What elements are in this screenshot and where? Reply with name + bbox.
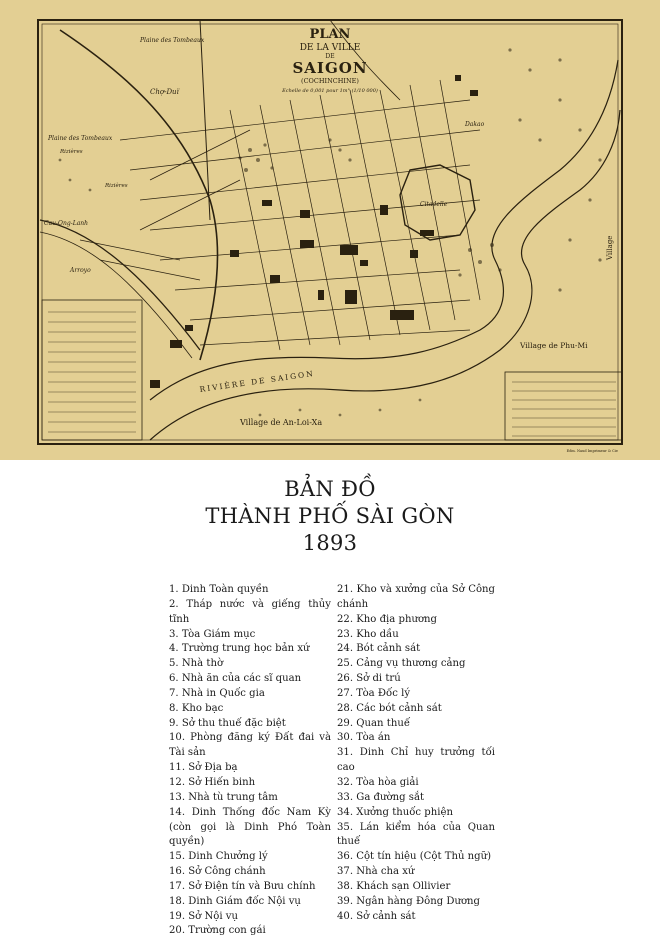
map-drawing: [0, 0, 660, 460]
heading-line-2: THÀNH PHỐ SÀI GÒN: [205, 504, 455, 528]
legend-item: 22. Kho địa phương: [337, 613, 438, 625]
legend-item: 39. Ngân hàng Đông Dương: [337, 895, 480, 907]
legend-column-right: [337, 583, 495, 924]
legend-column-left: [169, 583, 331, 939]
legend-item: 12. Sở Hiến binh: [169, 776, 256, 788]
map-subtitle: DE LA VILLE: [299, 43, 361, 53]
heading: [0, 476, 660, 557]
label-dakao: Dakao: [465, 121, 485, 128]
legend-item: 33. Ga đường sắt: [337, 791, 425, 803]
map-city: SAIGON: [292, 59, 368, 77]
map-legend-right-rows: [512, 382, 616, 436]
legend-item: 28. Các bót cảnh sát: [337, 702, 442, 714]
legend-item: 31. Dinh Chỉ huy trưởng tối cao: [337, 747, 495, 774]
legend-item: 14. Dinh Thống đốc Nam Kỳ (còn gọi là Dinh Phó Toàn quyền): [169, 806, 331, 848]
legend-item: 16. Sở Công chánh: [169, 866, 266, 878]
legend-item: 8. Kho bạc: [169, 702, 224, 714]
map-legend-left-rows: [48, 312, 136, 432]
map-scale: Echelle de 0,001 pour 1m° (1/10 000): [282, 88, 378, 94]
legend-item: 24. Bót cảnh sát: [337, 643, 421, 655]
railway-line: [60, 30, 217, 360]
legend-item: 7. Nhà in Quốc gia: [169, 687, 265, 699]
legend-item: 3. Tòa Giám mục: [169, 628, 256, 640]
map-de: DE: [325, 53, 335, 60]
legend-item: 9. Sở thu thuế đặc biệt: [169, 717, 286, 729]
map-image: [0, 0, 660, 460]
heading-year: 1893: [302, 531, 358, 555]
label-cho-dui: Chợ-Duï: [150, 88, 179, 96]
map-credit: Edm. Naud Imprimeur & Cie: [566, 449, 618, 453]
arroyo-chinois-bank: [40, 232, 192, 358]
legend-item: 34. Xưởng thuốc phiện: [337, 806, 453, 818]
label-rizieres-2: Rizières: [105, 183, 128, 189]
label-village: Village: [606, 235, 614, 260]
legend-item: 20. Trường con gái: [169, 925, 266, 937]
railway-spur: [200, 20, 210, 220]
legend-item: 36. Cột tín hiệu (Cột Thủ ngữ): [337, 851, 492, 863]
legend-item: 27. Tòa Đốc lý: [337, 687, 411, 699]
label-phu-mi: Village de Phu-Mi: [520, 341, 588, 350]
map-legend-right: [505, 372, 622, 440]
legend-item: 25. Cảng vụ thương cảng: [337, 658, 466, 670]
legend-item: 19. Sở Nội vụ: [169, 910, 239, 922]
street-grid: [80, 80, 480, 350]
legend-item: 10. Phòng đăng ký Đất đai và Tài sản: [169, 732, 331, 759]
legend-item: 1. Dinh Toàn quyền: [169, 584, 269, 595]
label-an-loi-xa: Village de An-Loi-Xa: [240, 418, 323, 427]
building-blocks: [150, 75, 478, 388]
map-title: PLAN: [309, 27, 351, 42]
label-plaine-tombeaux-top: Plaine des Tombeaux: [140, 37, 205, 44]
legend-item: 13. Nhà tù trung tâm: [169, 791, 278, 803]
legend-item: 15. Dinh Chưởng lý: [169, 851, 268, 863]
legend-item: 23. Kho dầu: [337, 628, 399, 640]
map-inner-border: [42, 24, 618, 440]
legend-item: 17. Sở Điện tín và Bưu chính: [169, 880, 316, 892]
legend-item: 18. Dinh Giám đốc Nội vụ: [169, 895, 301, 907]
legend-item: 30. Tòa án: [337, 732, 391, 744]
legend-item: 4. Trường trung học bản xứ: [169, 643, 310, 655]
legend-item: 2. Tháp nước và giếng thủy tĩnh: [169, 598, 331, 625]
legend-item: 40. Sở cảnh sát: [337, 910, 416, 922]
legend-item: 35. Lán kiểm hóa của Quan thuế: [337, 821, 495, 848]
map-region: (COCHINCHINE): [301, 77, 359, 85]
label-riviere: RIVIÈRE DE SAIGON: [199, 368, 316, 394]
label-citadelle: Citadelle: [420, 201, 448, 208]
label-cau-ong-lanh: Cau-Ong-Lanh: [44, 220, 89, 227]
legend-item: 38. Khách sạn Ollivier: [337, 880, 451, 892]
legend-item: 32. Tòa hòa giải: [337, 776, 419, 788]
legend-item: 21. Kho và xưởng của Sở Công chánh: [337, 584, 495, 610]
legend-item: 37. Nhà cha xứ: [337, 866, 415, 878]
label-plaine-tombeaux-left: Plaine des Tombeaux: [48, 135, 113, 142]
heading-line-1: BẢN ĐỒ: [284, 477, 376, 501]
legend-item: 29. Quan thuế: [337, 717, 411, 729]
map-legend-left: [42, 300, 142, 440]
garden-stipple: [59, 48, 602, 416]
legend-item: 6. Nhà ăn của các sĩ quan: [169, 673, 302, 685]
legend-item: 26. Sở di trú: [337, 673, 401, 685]
label-arroyo: Arroyo: [70, 267, 91, 274]
legend-item: 11. Sở Địa bạ: [169, 762, 238, 774]
label-rizieres: Rizières: [60, 149, 83, 155]
legend-item: 5. Nhà thờ: [169, 658, 224, 670]
